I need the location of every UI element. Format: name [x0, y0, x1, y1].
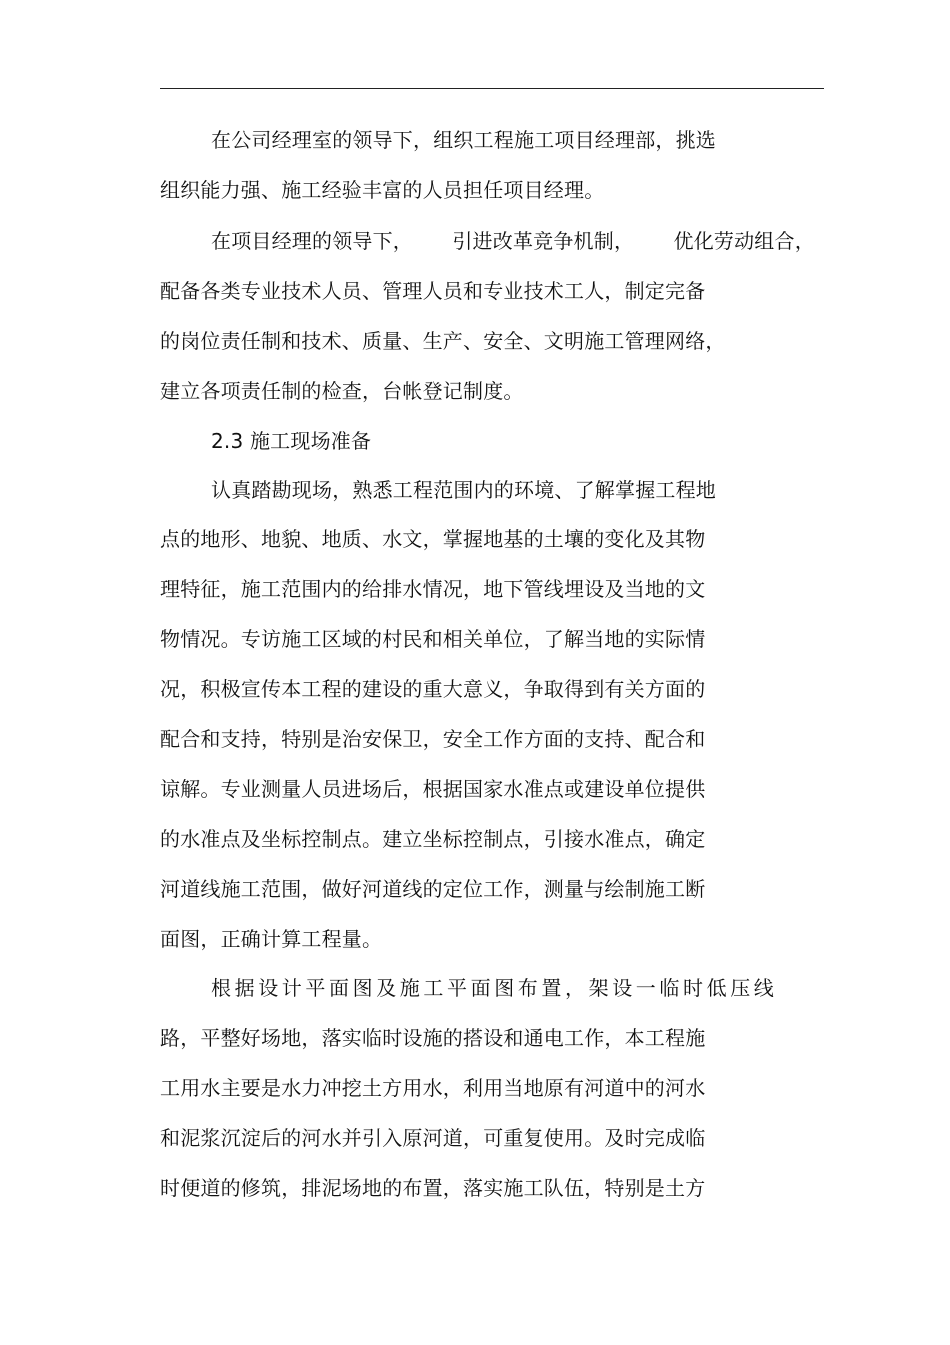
header-rule: [160, 88, 824, 89]
paragraph-line: 面图，正确计算工程量。: [160, 927, 383, 951]
paragraph-line: 点的地形、地貌、地质、水文，掌握地基的土壤的变化及其物: [160, 527, 706, 551]
section-heading: 2.3 施工现场准备: [211, 429, 372, 453]
paragraph-line: 配备各类专业技术人员、管理人员和专业技术工人，制定完备: [160, 279, 706, 303]
paragraph-line: 物情况。专访施工区域的村民和相关单位，了解当地的实际情: [160, 627, 706, 651]
paragraph-line: 认真踏勘现场，熟悉工程范围内的环境、了解掌握工程地: [211, 478, 716, 502]
paragraph-line: 根据设计平面图及施工平面图布置，架设一临时低压线: [211, 976, 778, 1000]
paragraph-line: 在项目经理的领导下， 引进改革竞争机制， 优化劳动组合，: [211, 229, 815, 253]
paragraph-line: 工用水主要是水力冲挖土方用水，利用当地原有河道中的河水: [160, 1076, 706, 1100]
paragraph-line: 的水准点及坐标控制点。建立坐标控制点，引接水准点，确定: [160, 827, 706, 851]
paragraph-line: 时便道的修筑，排泥场地的布置，落实施工队伍，特别是土方: [160, 1176, 706, 1200]
paragraph-line: 路，平整好场地，落实临时设施的搭设和通电工作，本工程施: [160, 1026, 706, 1050]
paragraph-line: 的岗位责任制和技术、质量、生产、安全、文明施工管理网络，: [160, 329, 726, 353]
paragraph-line: 建立各项责任制的检查，台帐登记制度。: [160, 379, 524, 403]
paragraph-line: 组织能力强、施工经验丰富的人员担任项目经理。: [160, 178, 605, 202]
paragraph-line: 在公司经理室的领导下，组织工程施工项目经理部，挑选: [211, 128, 716, 152]
paragraph-line: 谅解。专业测量人员进场后，根据国家水准点或建设单位提供: [160, 777, 706, 801]
paragraph-line: 和泥浆沉淀后的河水并引入原河道，可重复使用。及时完成临: [160, 1126, 706, 1150]
paragraph-line: 河道线施工范围，做好河道线的定位工作，测量与绘制施工断: [160, 877, 706, 901]
paragraph-line: 配合和支持，特别是治安保卫，安全工作方面的支持、配合和: [160, 727, 706, 751]
paragraph-line: 理特征，施工范围内的给排水情况，地下管线埋设及当地的文: [160, 577, 706, 601]
paragraph-line: 况，积极宣传本工程的建设的重大意义，争取得到有关方面的: [160, 677, 706, 701]
